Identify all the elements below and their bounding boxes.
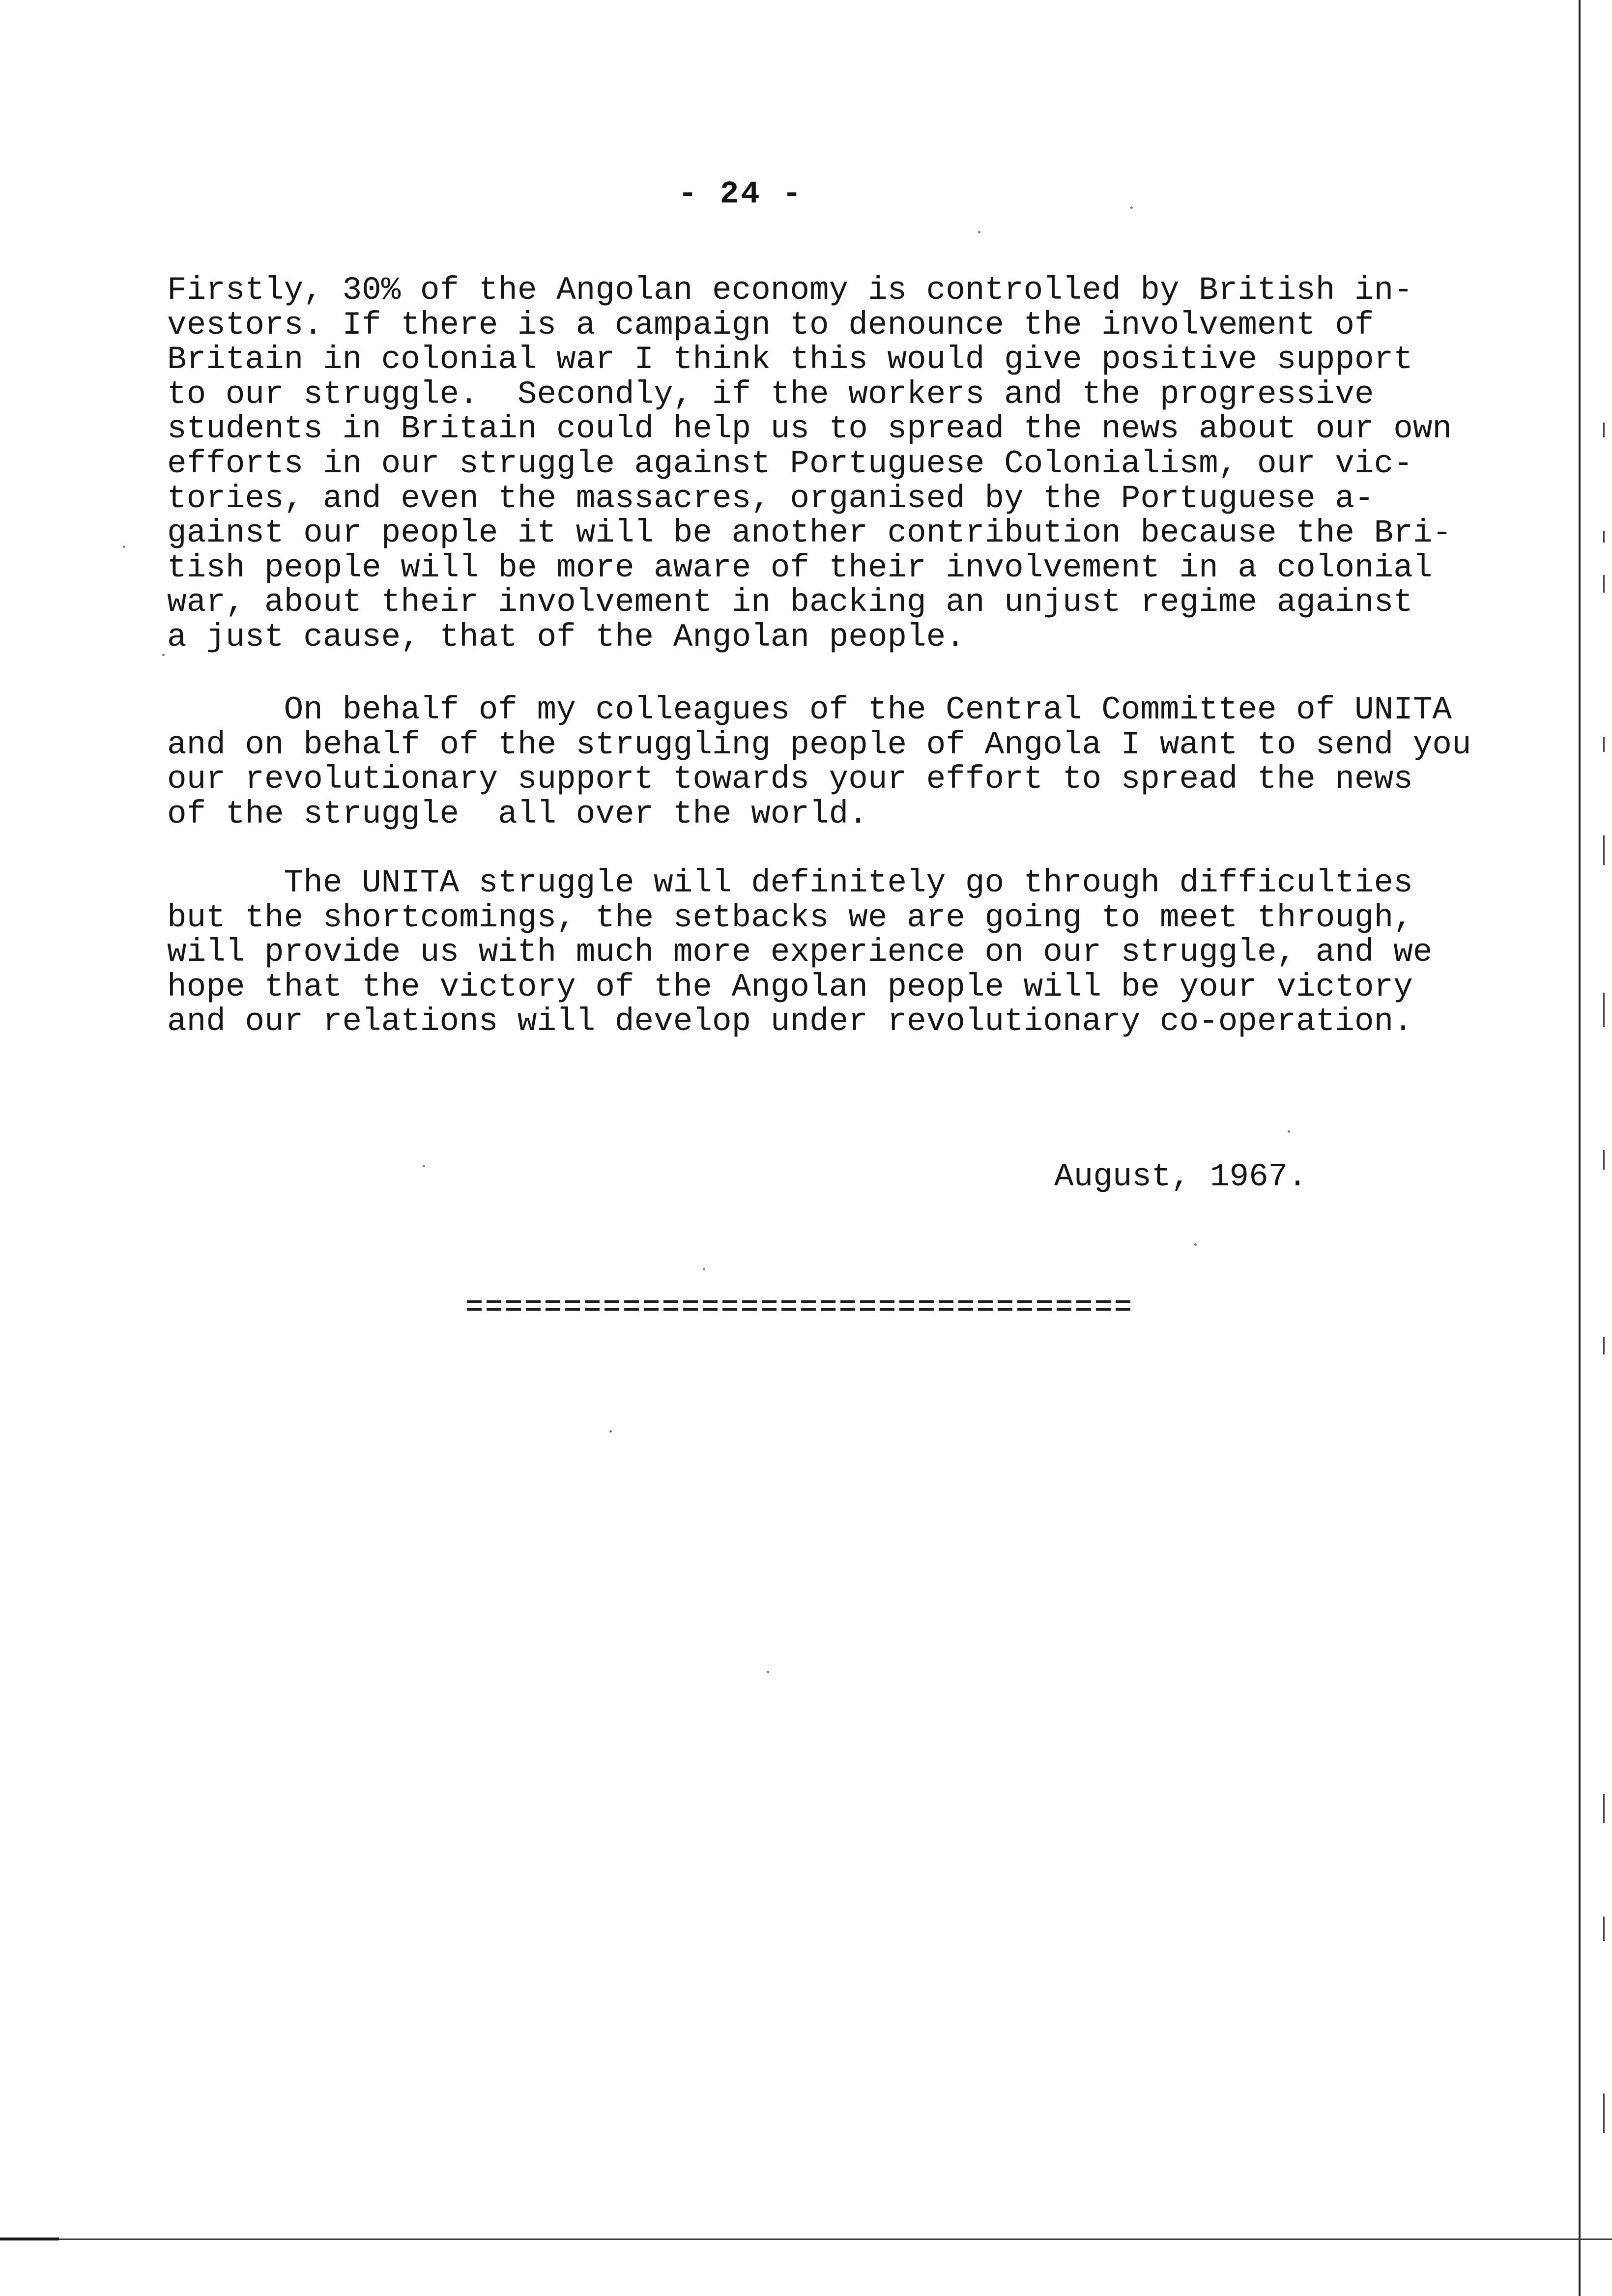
paragraph-behalf: On behalf of my colleagues of the Central Committee of UNITA and on behalf of the struggling people of Angola I want to send you our revolutionary support towards your effort to spread the news of the struggle all over the world. — [167, 691, 1471, 832]
edge-mark — [1603, 993, 1605, 1027]
paragraph-economy: Firstly, 30% of the Angolan economy is controlled by British in- vestors. If there is a campaign to denounce the involvement of Britain in colonial war I think this would give positive support to our struggle. Secondly, if the workers and the progressive students in Britain could help us to spread the news about our own efforts in our struggle against Portuguese Colonialism, our vic- tories, and even the massacres, organised by the Portuguese a- gainst our people it will be another contribution because the Bri- tish people will be more aware of their involvement in a colonial war, about their involvement in backing an unjust regime against a just cause, that of the Angolan people. — [167, 272, 1452, 656]
scan-speck — [609, 1430, 612, 1433]
separator-rule — [467, 1297, 1135, 1314]
edge-mark — [1603, 1917, 1605, 1941]
bottom-rule-mark — [0, 2238, 59, 2240]
scan-speck — [123, 545, 125, 548]
scan-speck — [978, 231, 980, 233]
scan-speck — [767, 1671, 769, 1673]
scan-speck — [423, 1165, 425, 1167]
edge-mark — [1603, 835, 1605, 865]
edge-mark — [1603, 531, 1605, 543]
bottom-rule — [0, 2239, 1612, 2240]
edge-mark — [1603, 1337, 1605, 1354]
edge-mark — [1603, 575, 1605, 593]
document-date: August, 1967. — [1054, 1158, 1307, 1195]
separator-line-top — [467, 1300, 1135, 1303]
edge-mark — [1603, 737, 1605, 752]
edge-mark — [1603, 423, 1605, 437]
paragraph-unita-struggle: The UNITA struggle will definitely go through difficulties but the shortcomings, the setbacks we are going to meet through, will provide us with much more experience on our struggle, and we hope that the victory of the Angolan people will be your victory and our relations will develop under revolutionary co-operation. — [167, 864, 1433, 1040]
edge-mark — [1603, 1794, 1605, 1823]
scan-speck — [162, 654, 165, 656]
right-margin-rule — [1579, 0, 1581, 2296]
edge-mark — [1603, 2094, 1605, 2133]
edge-mark — [1603, 1150, 1605, 1170]
scan-speck — [1130, 206, 1133, 209]
separator-line-bottom — [467, 1308, 1135, 1311]
scan-speck — [703, 1268, 705, 1270]
scan-speck — [1288, 1130, 1290, 1133]
page-number: - 24 - — [678, 177, 804, 212]
scan-speck — [1194, 1243, 1197, 1246]
